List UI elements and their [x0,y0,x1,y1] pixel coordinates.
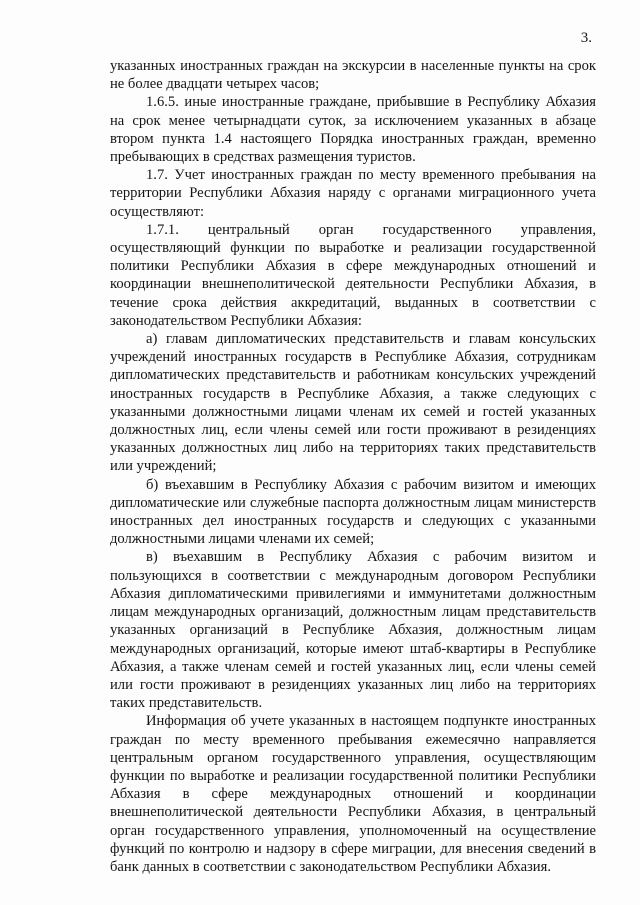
paragraph-continuation: указанных иностранных граждан на экскурсии в населенные пункты на срок не более двадцати четырех часов; [110,58,596,93]
paragraph-1-7: 1.7. Учет иностранных граждан по месту временного пребывания на территории Республики Абхазия наряду с органами миграционного учета осуществляют: [110,167,596,220]
document-body [110,57,596,876]
paragraph-item-a: а) главам дипломатических представительств и главам консульских учреждений иностранных государств в Республике Абхазия, сотрудникам дипломатических представительств и работникам консульских учреждений иностранных государств в Республике Абхазия, а также следующих с указанными должностными лицами членам их семей и гостей указанных должностных лиц, если члены семей или гости проживают в резиденциях указанных должностных лиц либо на территориях таких представительств или учреждений; [110,331,596,475]
paragraph-information: Информация об учете указанных в настоящем подпункте иностранных граждан по месту временного пребывания ежемесячно направляется центральным органом государственного управления, осуществляющим функции по выработке и реализации государственной политики Республики Абхазия в сфере международных отношений и координации внешнеполитической деятельности Республики Абхазия, в центральный орган государственного управления, уполномоченный на осуществление функций по контролю и надзору в сфере миграции, для внесения сведений в банк данных в соответствии с законодательством Республики Абхазия. [110,713,596,875]
paragraph-item-v: в) въехавшим в Республику Абхазия с рабочим визитом и пользующихся в соответствии с международным договором Республики Абхазия дипломатическими привилегиями и иммунитетами должностным лицам международных организаций, должностным лицам представительств указанных организаций в Республике Абхазия, должностным лицам международных организаций, которые имеют штаб-квартиры в Республике Абхазия, а также членам семей и гостей указанных лиц, если члены семей или гости проживают в резиденциях указанных лиц либо на территориях таких представительств. [110,549,596,712]
paragraph-1-6-5: 1.6.5. иные иностранные граждане, прибывшие в Республику Абхазия на срок менее четырнадцати суток, за исключением указанных в абзаце втором пункта 1.4 настоящего Порядка иностранных граждан, временно пребывающих в средствах размещения туристов. [110,94,596,166]
paragraph-1-7-1: 1.7.1. центральный орган государственного управления, осуществляющий функции по выработке и реализации государственной политики Республики Абхазия в сфере международных отношений и координации внешнеполитической деятельности Республики Абхазия, в течение срока действия аккредитаций, выданных в соответствии с законодательством Республики Абхазия: [110,221,596,329]
page-number: 3. [580,30,592,46]
paragraph-item-b: б) въехавшим в Республику Абхазия с рабочим визитом и имеющих дипломатические или служебные паспорта должностным лицам министерств иностранных дел иностранных государств и следующих с указанными должностными лицами членами их семей; [110,476,596,548]
